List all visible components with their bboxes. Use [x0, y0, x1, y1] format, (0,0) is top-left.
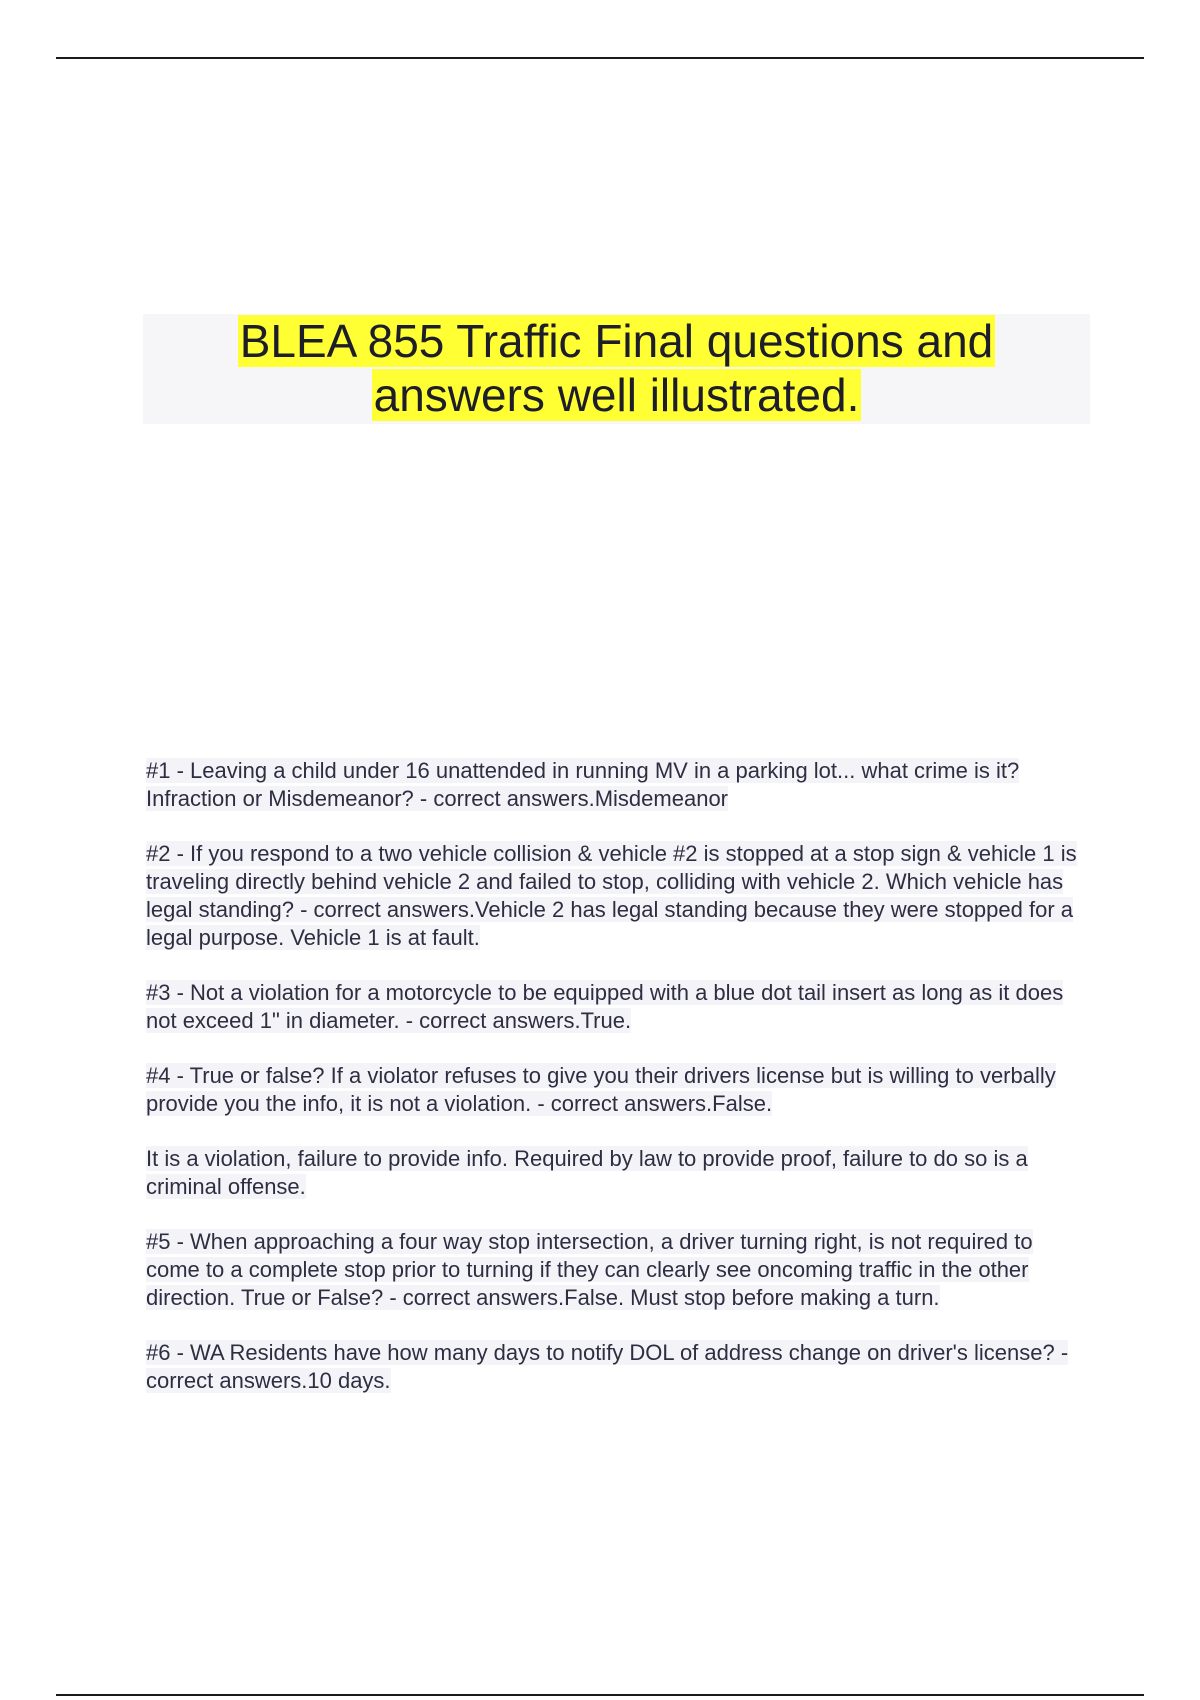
bottom-rule — [56, 1694, 1144, 1696]
qa-item-1: #1 - Leaving a child under 16 unattended in running MV in a parking lot... what crime is it? Infraction or Misdemeanor? - correct answers.Misdemeanor — [146, 758, 1020, 811]
qa-item-3: #3 - Not a violation for a motorcycle to be equipped with a blue dot tail insert as long as it does not exceed 1" in diameter. - correct answers.True. — [146, 980, 1064, 1033]
qa-item-2: #2 - If you respond to a two vehicle collision & vehicle #2 is stopped at a stop sign & vehicle 1 is traveling directly behind vehicle 2 and failed to stop, colliding with vehicle 2. Which vehicle has legal standing? - correct answers.Vehicle 2 has legal standing because they were stopped for a legal purpose. Vehicle 1 is at fault. — [146, 841, 1077, 950]
qa-item-5: #5 - When approaching a four way stop intersection, a driver turning right, is not required to come to a complete stop prior to turning if they can clearly see oncoming traffic in the other direction. True or False? - correct answers.False. Must stop before making a turn. — [146, 1229, 1033, 1310]
document-title — [143, 314, 1090, 424]
title-line-2: answers well illustrated. — [373, 369, 860, 421]
top-rule — [56, 57, 1144, 59]
qa-item-4: #4 - True or false? If a violator refuses to give you their drivers license but is willing to verbally provide you the info, it is not a violation. - correct answers.False. — [146, 1063, 1056, 1116]
title-line-1: BLEA 855 Traffic Final questions and — [239, 315, 994, 367]
qa-item-6: #6 - WA Residents have how many days to notify DOL of address change on driver's license? - correct answers.10 days. — [146, 1340, 1069, 1393]
qa-list — [146, 757, 1086, 1422]
qa-item-4-explanation: It is a violation, failure to provide info. Required by law to provide proof, failure to do so is a criminal offense. — [146, 1146, 1028, 1199]
